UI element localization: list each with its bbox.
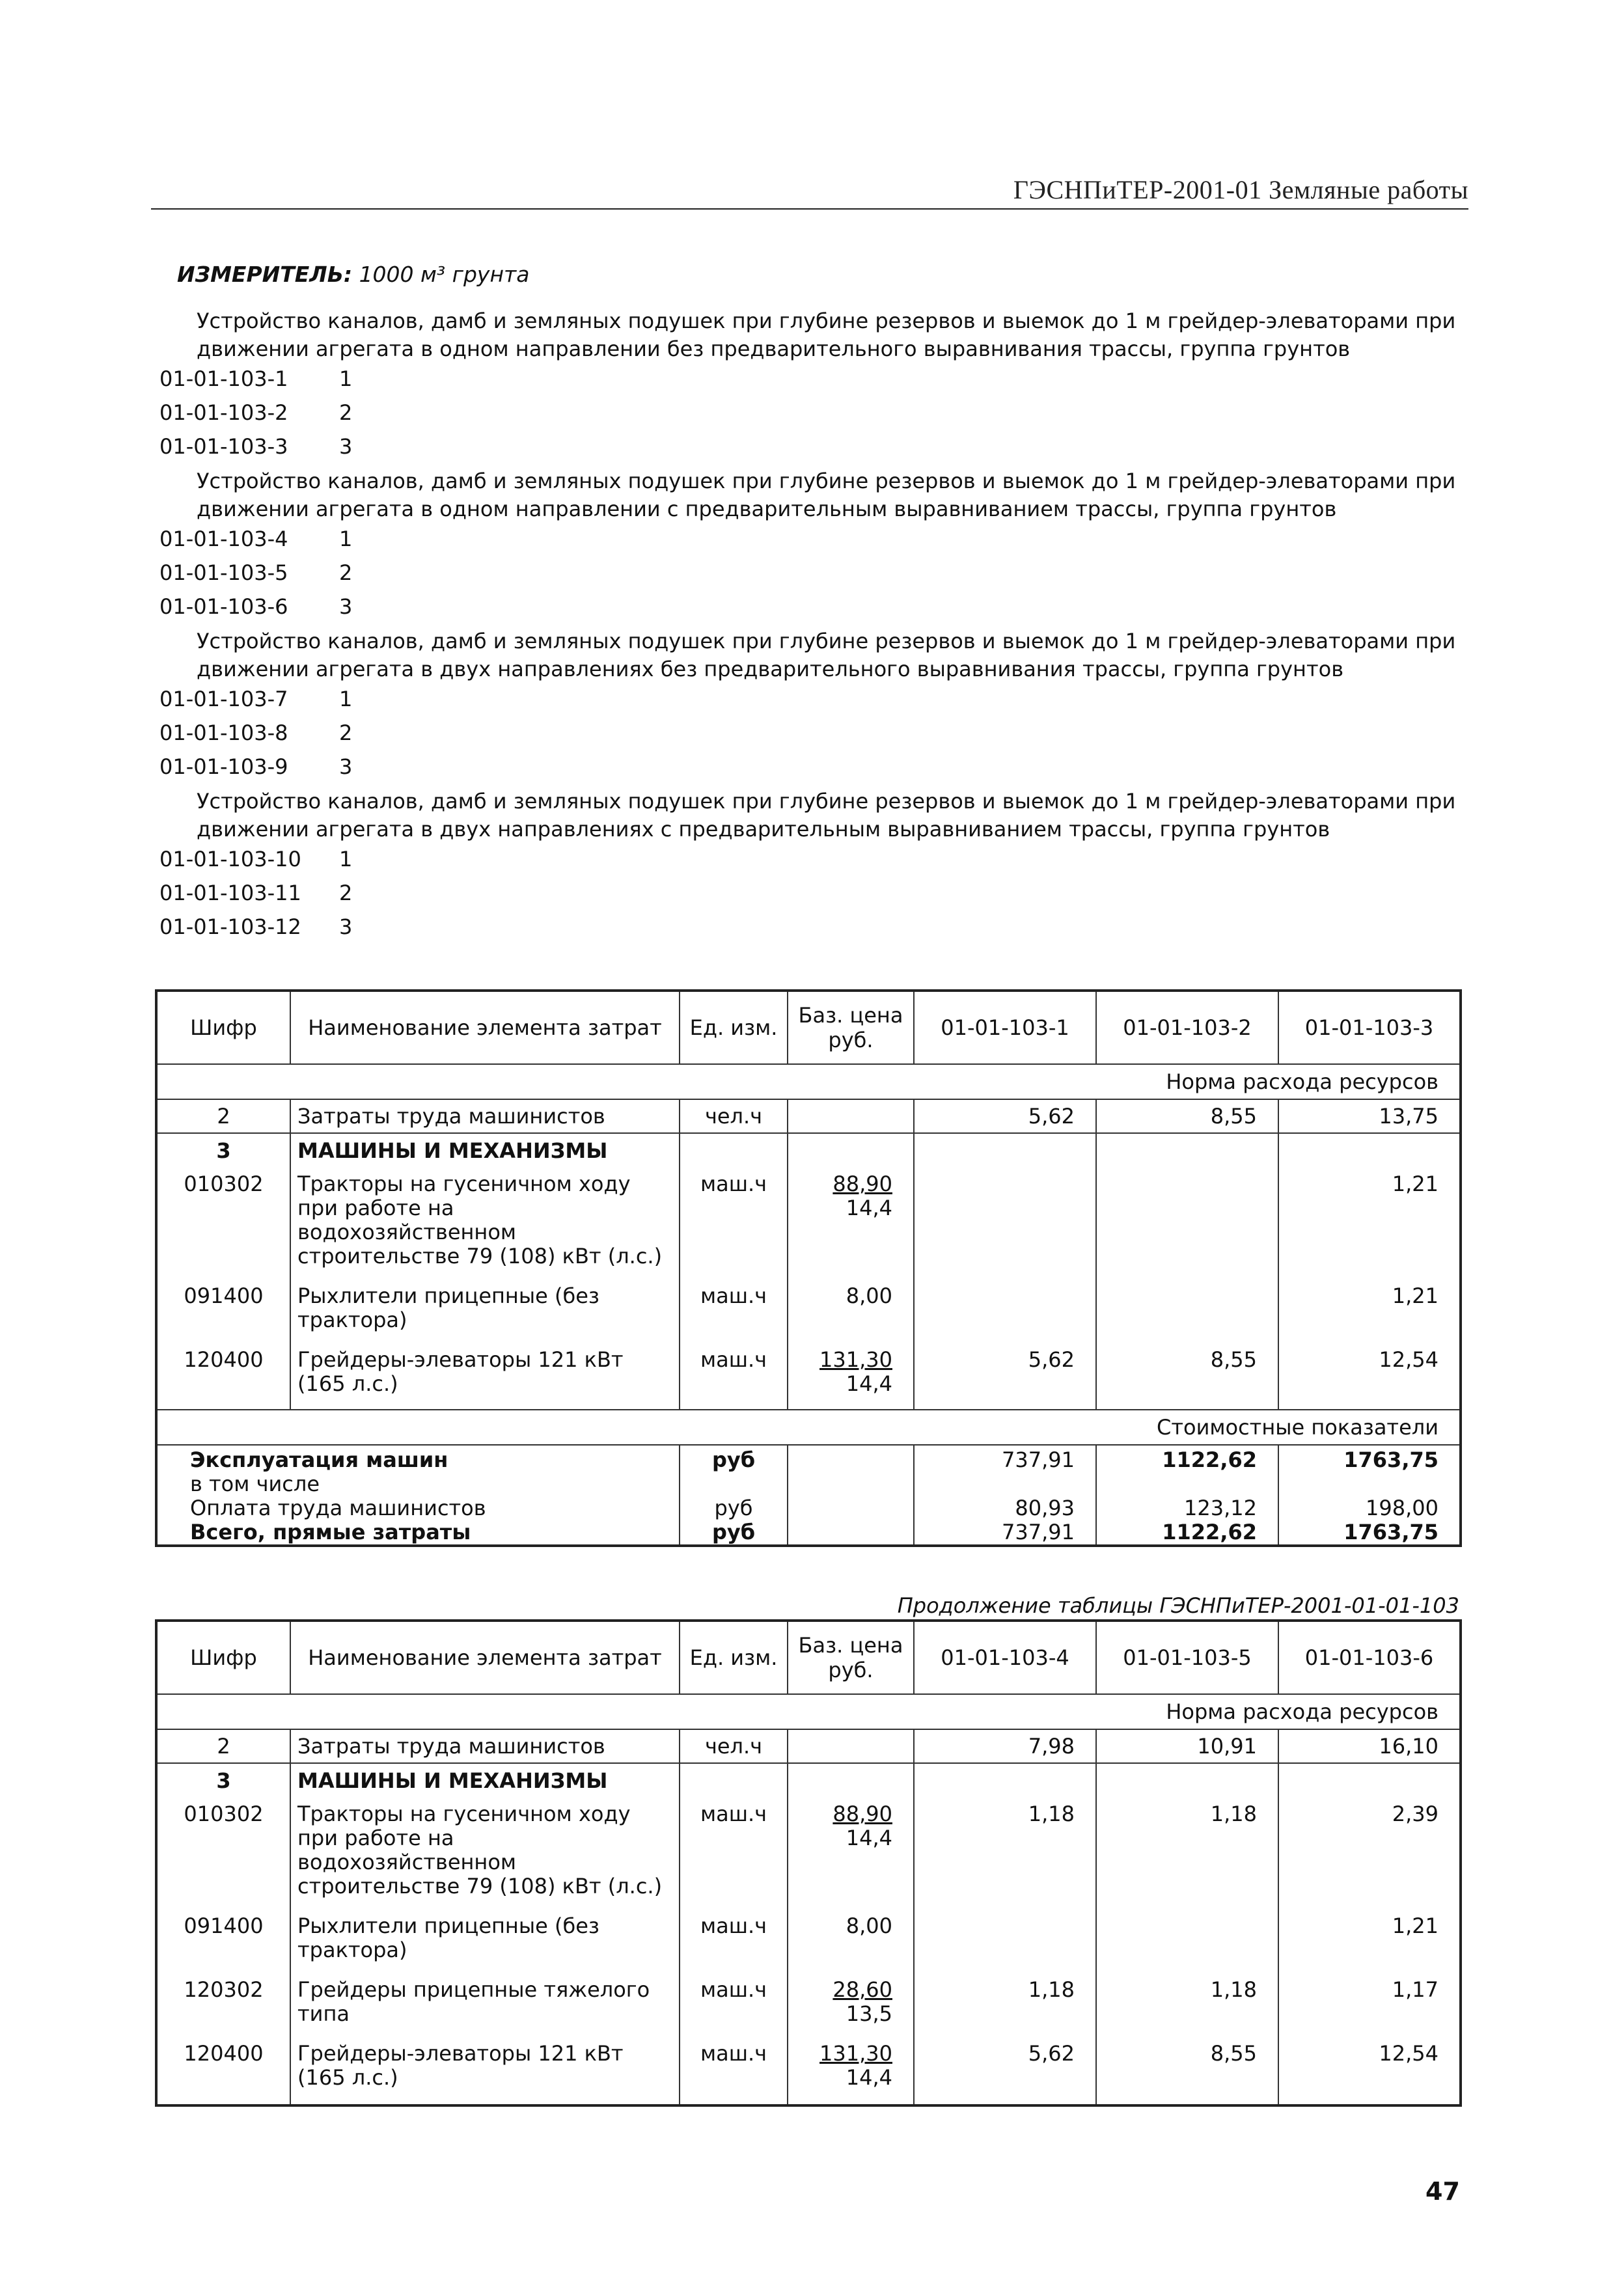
section-code bbox=[159, 720, 352, 745]
cell-price bbox=[788, 1099, 914, 1133]
col-header-name: Наименование элемента затрат bbox=[290, 1621, 680, 1694]
table-header-row bbox=[156, 991, 1461, 1064]
norm-band-label: Норма расхода ресурсов bbox=[156, 1694, 1461, 1729]
code-group: 3 bbox=[339, 434, 353, 459]
cell-code: 120400 bbox=[184, 2041, 264, 2066]
price-secondary: 14,4 bbox=[846, 1371, 892, 1396]
code-group: 2 bbox=[339, 400, 353, 425]
code-number: 01-01-103-1 bbox=[159, 366, 288, 391]
price-value: 131,30 bbox=[819, 2041, 892, 2066]
cost-value-3: 1763,75 bbox=[1278, 1520, 1461, 1546]
code-number: 01-01-103-7 bbox=[159, 687, 288, 711]
cell-value-2 bbox=[1096, 1163, 1278, 1275]
price-value: 28,60 bbox=[833, 1977, 892, 2002]
col-header-code: Шифр bbox=[156, 1621, 290, 1694]
code-number: 01-01-103-10 bbox=[159, 847, 301, 871]
cell-value-1 bbox=[914, 1905, 1096, 1969]
cell-value-3: 1,21 bbox=[1278, 1163, 1461, 1275]
cost-value-1: 80,93 bbox=[914, 1496, 1096, 1520]
section-code bbox=[159, 366, 352, 391]
table-row bbox=[156, 2033, 1461, 2105]
section-code bbox=[159, 881, 352, 905]
table-header-row bbox=[156, 1621, 1461, 1694]
cell-value-1: 1,18 bbox=[914, 1969, 1096, 2033]
cell-value-2 bbox=[1096, 1905, 1278, 1969]
cost-name: в том числе bbox=[190, 1472, 320, 1496]
cell-price bbox=[788, 1163, 914, 1275]
cost-value-1: 737,91 bbox=[914, 1520, 1096, 1546]
cell-code: 3 bbox=[216, 1138, 231, 1163]
cell-value-1 bbox=[914, 1163, 1096, 1275]
cost-row bbox=[156, 1496, 1461, 1520]
col-header-rate-3: 01-01-103-6 bbox=[1278, 1621, 1461, 1694]
code-number: 01-01-103-11 bbox=[159, 881, 301, 905]
cost-value-2: 123,12 bbox=[1096, 1496, 1278, 1520]
cell-code: 3 bbox=[216, 1768, 231, 1793]
table-row bbox=[156, 1793, 1461, 1905]
code-number: 01-01-103-2 bbox=[159, 400, 288, 425]
cell-unit: маш.ч bbox=[680, 1339, 788, 1410]
norm-band-label: Норма расхода ресурсов bbox=[156, 1064, 1461, 1099]
col-header-unit: Ед. изм. bbox=[680, 991, 788, 1064]
cell-name: МАШИНЫ И МЕХАНИЗМЫ bbox=[290, 1763, 680, 1793]
code-number: 01-01-103-12 bbox=[159, 914, 301, 939]
table-row bbox=[156, 1099, 1461, 1133]
cell-value-2: 8,55 bbox=[1096, 2033, 1278, 2105]
cell-code: 010302 bbox=[184, 1172, 264, 1196]
section-description-2: Устройство каналов, дамб и земляных подушек при глубине резервов и выемок до 1 м грейдер-элеваторами при движении агрегата в одном направлении с предварительным выравниванием трассы, группа грунтов bbox=[197, 469, 1456, 521]
cell-unit: маш.ч bbox=[680, 1793, 788, 1905]
section-code bbox=[159, 527, 352, 551]
cell-value-3: 1,17 bbox=[1278, 1969, 1461, 2033]
section-code bbox=[159, 400, 352, 425]
cost-row bbox=[156, 1472, 1461, 1496]
section-description-3: Устройство каналов, дамб и земляных подушек при глубине резервов и выемок до 1 м грейдер-элеваторами при движении агрегата в двух направлениях без предварительного выравнивания трассы, группа грунтов bbox=[197, 629, 1456, 681]
cell-price: 8,00 bbox=[788, 1275, 914, 1339]
norm-band-row bbox=[156, 1694, 1461, 1729]
code-number: 01-01-103-8 bbox=[159, 720, 288, 745]
cell-price: 8,00 bbox=[788, 1905, 914, 1969]
code-group: 3 bbox=[339, 754, 353, 779]
section-description-4: Устройство каналов, дамб и земляных подушек при глубине резервов и выемок до 1 м грейдер-элеваторами при движении агрегата в двух направлениях с предварительным выравниванием трассы, группа грунтов bbox=[197, 789, 1456, 842]
page-number: 47 bbox=[1425, 2177, 1460, 2206]
col-header-price: Баз. цена руб. bbox=[788, 991, 914, 1064]
code-group: 3 bbox=[339, 914, 353, 939]
cell-price bbox=[788, 1969, 914, 2033]
price-secondary: 13,5 bbox=[846, 2001, 892, 2026]
cell-price bbox=[788, 2033, 914, 2105]
cost-unit: руб bbox=[680, 1445, 788, 1472]
code-group: 3 bbox=[339, 594, 353, 619]
cell-name: Тракторы на гусеничном ходу при работе на водохозяйственном строительстве 79 (108) кВт (л.с.) bbox=[290, 1163, 680, 1275]
cell-value-1: 5,62 bbox=[914, 2033, 1096, 2105]
cell-code: 2 bbox=[156, 1729, 290, 1763]
code-number: 01-01-103-4 bbox=[159, 527, 288, 551]
cell-value-1: 5,62 bbox=[914, 1099, 1096, 1133]
section-code bbox=[159, 560, 352, 585]
code-number: 01-01-103-6 bbox=[159, 594, 288, 619]
price-secondary: 14,4 bbox=[846, 1826, 892, 1850]
cell-name: Грейдеры прицепные тяжелого типа bbox=[290, 1969, 680, 2033]
cell-name: Рыхлители прицепные (без трактора) bbox=[290, 1275, 680, 1339]
code-group: 1 bbox=[339, 687, 353, 711]
price-secondary: 14,4 bbox=[846, 2065, 892, 2090]
resource-table-2 bbox=[155, 1619, 1462, 2107]
cost-name: Оплата труда машинистов bbox=[190, 1496, 486, 1520]
code-number: 01-01-103-9 bbox=[159, 754, 288, 779]
col-header-rate-2: 01-01-103-5 bbox=[1096, 1621, 1278, 1694]
cell-value-1: 7,98 bbox=[914, 1729, 1096, 1763]
cell-code: 120400 bbox=[184, 1347, 264, 1372]
cost-band-row bbox=[156, 1410, 1461, 1445]
section-code bbox=[159, 434, 352, 459]
cost-value-2: 1122,62 bbox=[1096, 1520, 1278, 1546]
cell-unit: маш.ч bbox=[680, 2033, 788, 2105]
measure-label: ИЗМЕРИТЕЛЬ: bbox=[177, 262, 353, 287]
cell-name: Грейдеры-элеваторы 121 кВт (165 л.с.) bbox=[290, 1339, 680, 1410]
cell-value-2 bbox=[1096, 1275, 1278, 1339]
col-header-rate-1: 01-01-103-4 bbox=[914, 1621, 1096, 1694]
continuation-label: Продолжение таблицы ГЭСНПиТЕР-2001-01-01-103 bbox=[897, 1593, 1459, 1618]
section-code bbox=[159, 754, 352, 779]
col-header-code: Шифр bbox=[156, 991, 290, 1064]
norm-band-row bbox=[156, 1064, 1461, 1099]
cost-value-2: 1122,62 bbox=[1096, 1445, 1278, 1472]
table-row bbox=[156, 1339, 1461, 1410]
code-number: 01-01-103-3 bbox=[159, 434, 288, 459]
cost-value-3: 198,00 bbox=[1278, 1496, 1461, 1520]
cell-code: 2 bbox=[156, 1099, 290, 1133]
col-header-name: Наименование элемента затрат bbox=[290, 991, 680, 1064]
price-value: 88,90 bbox=[833, 1172, 892, 1196]
section-code bbox=[159, 594, 352, 619]
col-header-rate-2: 01-01-103-2 bbox=[1096, 991, 1278, 1064]
measure-value: 1000 м³ грунта bbox=[359, 262, 530, 287]
code-number: 01-01-103-5 bbox=[159, 560, 288, 585]
col-header-unit: Ед. изм. bbox=[680, 1621, 788, 1694]
cost-name: Всего, прямые затраты bbox=[190, 1520, 471, 1544]
col-header-rate-3: 01-01-103-3 bbox=[1278, 991, 1461, 1064]
cost-unit: руб bbox=[680, 1520, 788, 1546]
cell-price bbox=[788, 1729, 914, 1763]
cell-value-3: 1,21 bbox=[1278, 1275, 1461, 1339]
price-value: 131,30 bbox=[819, 1347, 892, 1372]
cost-row bbox=[156, 1445, 1461, 1472]
cell-value-3: 12,54 bbox=[1278, 1339, 1461, 1410]
cost-value-1: 737,91 bbox=[914, 1445, 1096, 1472]
cell-code: 091400 bbox=[184, 1283, 264, 1308]
cell-unit: маш.ч bbox=[680, 1275, 788, 1339]
cell-name: Затраты труда машинистов bbox=[290, 1099, 680, 1133]
cell-value-1: 5,62 bbox=[914, 1339, 1096, 1410]
section-code bbox=[159, 687, 352, 711]
cell-value-2: 8,55 bbox=[1096, 1099, 1278, 1133]
measure-line bbox=[177, 262, 529, 287]
price-secondary: 14,4 bbox=[846, 1196, 892, 1220]
cell-unit: чел.ч bbox=[680, 1729, 788, 1763]
table-row bbox=[156, 1969, 1461, 2033]
code-group: 2 bbox=[339, 560, 353, 585]
cell-price bbox=[788, 1339, 914, 1410]
cell-code: 120302 bbox=[184, 1977, 264, 2002]
cell-value-2: 1,18 bbox=[1096, 1969, 1278, 2033]
cell-value-3: 1,21 bbox=[1278, 1905, 1461, 1969]
code-group: 2 bbox=[339, 881, 353, 905]
cost-value-3: 1763,75 bbox=[1278, 1445, 1461, 1472]
cell-value-3: 13,75 bbox=[1278, 1099, 1461, 1133]
table-row bbox=[156, 1905, 1461, 1969]
cell-unit: маш.ч bbox=[680, 1969, 788, 2033]
cell-value-3: 2,39 bbox=[1278, 1793, 1461, 1905]
cell-value-2: 1,18 bbox=[1096, 1793, 1278, 1905]
col-header-price: Баз. цена руб. bbox=[788, 1621, 914, 1694]
code-group: 2 bbox=[339, 720, 353, 745]
price-value: 88,90 bbox=[833, 1802, 892, 1826]
cell-value-2: 10,91 bbox=[1096, 1729, 1278, 1763]
cell-value-2: 8,55 bbox=[1096, 1339, 1278, 1410]
code-group: 1 bbox=[339, 366, 353, 391]
code-group: 1 bbox=[339, 847, 353, 871]
cell-value-3: 12,54 bbox=[1278, 2033, 1461, 2105]
header-title: ГЭСНПиТЕР-2001-01 Земляные работы bbox=[1013, 175, 1468, 204]
cost-row bbox=[156, 1520, 1461, 1546]
cell-name: Рыхлители прицепные (без трактора) bbox=[290, 1905, 680, 1969]
cost-unit: руб bbox=[680, 1496, 788, 1520]
cell-unit: маш.ч bbox=[680, 1905, 788, 1969]
cost-band-label: Стоимостные показатели bbox=[156, 1410, 1461, 1445]
cost-name: Эксплуатация машин bbox=[190, 1447, 448, 1472]
cell-code: 010302 bbox=[184, 1802, 264, 1826]
table-row bbox=[156, 1275, 1461, 1339]
table-row bbox=[156, 1763, 1461, 1793]
cell-code: 091400 bbox=[184, 1913, 264, 1938]
cell-name: МАШИНЫ И МЕХАНИЗМЫ bbox=[290, 1133, 680, 1163]
table-row bbox=[156, 1729, 1461, 1763]
resource-table-1 bbox=[155, 989, 1462, 1547]
cell-name: Грейдеры-элеваторы 121 кВт (165 л.с.) bbox=[290, 2033, 680, 2105]
cell-value-1 bbox=[914, 1275, 1096, 1339]
cell-name: Затраты труда машинистов bbox=[290, 1729, 680, 1763]
cell-value-3: 16,10 bbox=[1278, 1729, 1461, 1763]
table-row bbox=[156, 1133, 1461, 1163]
section-description-1: Устройство каналов, дамб и земляных подушек при глубине резервов и выемок до 1 м грейдер-элеваторами при движении агрегата в одном направлении без предварительного выравнивания трассы, группа грунтов bbox=[197, 308, 1456, 361]
cell-price bbox=[788, 1793, 914, 1905]
col-header-rate-1: 01-01-103-1 bbox=[914, 991, 1096, 1064]
cell-value-1: 1,18 bbox=[914, 1793, 1096, 1905]
cell-unit: чел.ч bbox=[680, 1099, 788, 1133]
code-group: 1 bbox=[339, 527, 353, 551]
running-header bbox=[151, 172, 1468, 210]
section-code bbox=[159, 847, 352, 871]
section-code bbox=[159, 914, 352, 939]
cell-name: Тракторы на гусеничном ходу при работе на водохозяйственном строительстве 79 (108) кВт (л.с.) bbox=[290, 1793, 680, 1905]
cell-unit: маш.ч bbox=[680, 1163, 788, 1275]
table-row bbox=[156, 1163, 1461, 1275]
